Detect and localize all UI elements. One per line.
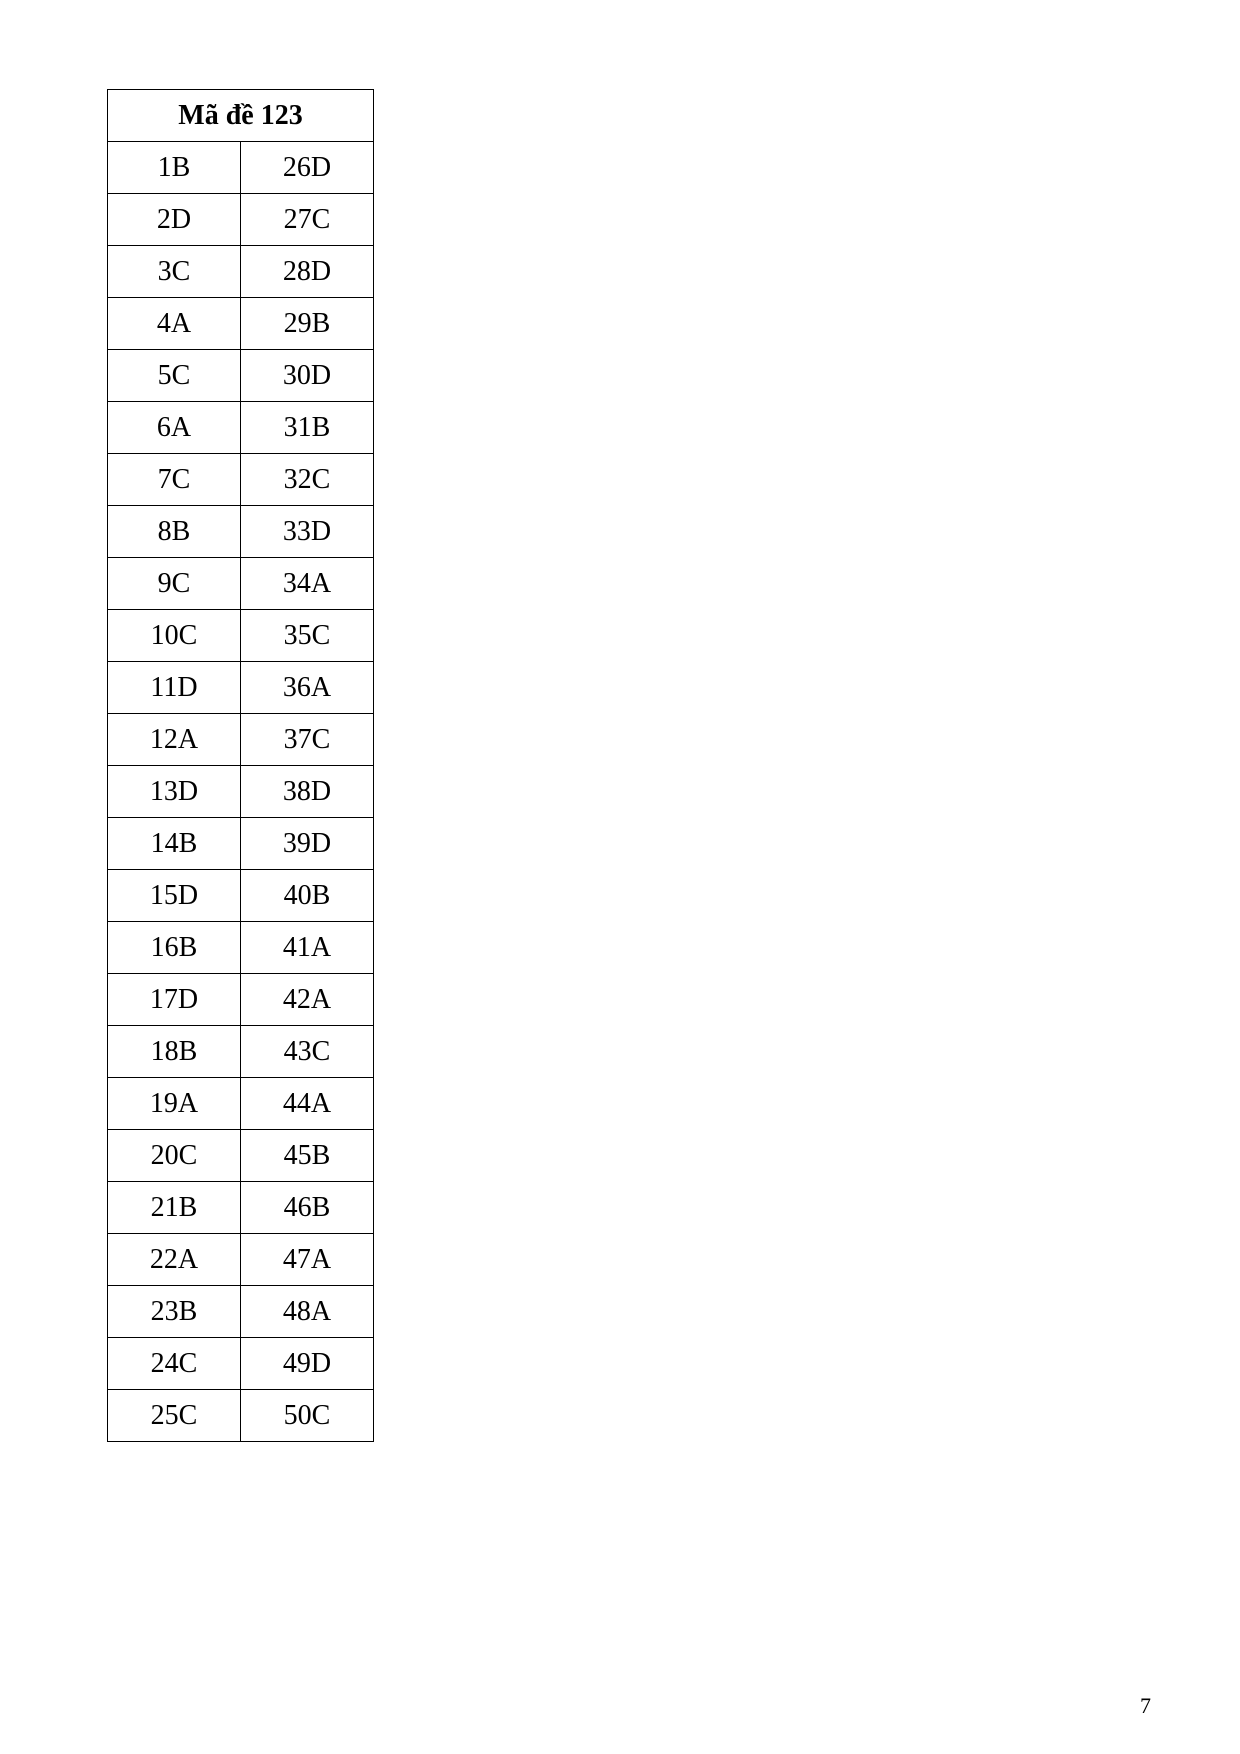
answer-cell-right: 30D xyxy=(241,350,374,402)
answer-cell-right: 28D xyxy=(241,246,374,298)
answer-cell-right: 46B xyxy=(241,1182,374,1234)
table-row xyxy=(108,870,374,922)
table-row xyxy=(108,1338,374,1390)
answer-cell-left: 17D xyxy=(108,974,241,1026)
table-row xyxy=(108,662,374,714)
answer-cell-right: 36A xyxy=(241,662,374,714)
answer-cell-left: 22A xyxy=(108,1234,241,1286)
table-row xyxy=(108,1182,374,1234)
answer-cell-right: 50C xyxy=(241,1390,374,1442)
answer-cell-right: 35C xyxy=(241,610,374,662)
answer-cell-right: 27C xyxy=(241,194,374,246)
exam-code-header: Mã đề 123 xyxy=(108,90,374,142)
answer-cell-right: 29B xyxy=(241,298,374,350)
answer-cell-left: 23B xyxy=(108,1286,241,1338)
table-row xyxy=(108,922,374,974)
table-row xyxy=(108,974,374,1026)
table-row xyxy=(108,1234,374,1286)
table-row xyxy=(108,766,374,818)
answer-cell-left: 12A xyxy=(108,714,241,766)
answer-cell-right: 31B xyxy=(241,402,374,454)
answer-cell-left: 24C xyxy=(108,1338,241,1390)
table-row xyxy=(108,1078,374,1130)
answer-cell-left: 8B xyxy=(108,506,241,558)
answer-cell-right: 34A xyxy=(241,558,374,610)
answer-cell-right: 43C xyxy=(241,1026,374,1078)
answer-cell-left: 20C xyxy=(108,1130,241,1182)
answer-cell-left: 9C xyxy=(108,558,241,610)
answer-cell-left: 6A xyxy=(108,402,241,454)
answer-cell-left: 21B xyxy=(108,1182,241,1234)
table-row xyxy=(108,142,374,194)
answer-cell-left: 16B xyxy=(108,922,241,974)
answer-cell-right: 32C xyxy=(241,454,374,506)
table-row xyxy=(108,610,374,662)
table-row xyxy=(108,818,374,870)
answer-cell-left: 25C xyxy=(108,1390,241,1442)
answer-cell-right: 26D xyxy=(241,142,374,194)
answer-cell-right: 37C xyxy=(241,714,374,766)
answer-key-table xyxy=(107,89,374,1442)
answer-cell-left: 15D xyxy=(108,870,241,922)
answer-cell-right: 44A xyxy=(241,1078,374,1130)
table-row xyxy=(108,350,374,402)
table-row xyxy=(108,714,374,766)
answer-cell-left: 19A xyxy=(108,1078,241,1130)
answer-cell-right: 48A xyxy=(241,1286,374,1338)
table-row xyxy=(108,1026,374,1078)
answer-cell-left: 1B xyxy=(108,142,241,194)
answer-cell-left: 5C xyxy=(108,350,241,402)
answer-cell-left: 4A xyxy=(108,298,241,350)
table-row xyxy=(108,402,374,454)
answer-cell-right: 40B xyxy=(241,870,374,922)
answer-cell-left: 7C xyxy=(108,454,241,506)
answer-rows xyxy=(108,142,374,1442)
answer-cell-right: 45B xyxy=(241,1130,374,1182)
table-row xyxy=(108,558,374,610)
table-row xyxy=(108,1286,374,1338)
answer-cell-right: 42A xyxy=(241,974,374,1026)
answer-cell-right: 47A xyxy=(241,1234,374,1286)
answer-cell-right: 38D xyxy=(241,766,374,818)
answer-cell-right: 33D xyxy=(241,506,374,558)
table-row xyxy=(108,454,374,506)
table-row xyxy=(108,246,374,298)
answer-cell-left: 10C xyxy=(108,610,241,662)
answer-cell-right: 39D xyxy=(241,818,374,870)
table-row xyxy=(108,194,374,246)
answer-cell-left: 11D xyxy=(108,662,241,714)
answer-cell-right: 49D xyxy=(241,1338,374,1390)
answer-cell-left: 2D xyxy=(108,194,241,246)
table-row xyxy=(108,1130,374,1182)
answer-cell-left: 14B xyxy=(108,818,241,870)
table-row xyxy=(108,298,374,350)
table-header-row xyxy=(108,90,374,142)
page-number: 7 xyxy=(1140,1693,1151,1718)
answer-cell-left: 3C xyxy=(108,246,241,298)
answer-cell-left: 18B xyxy=(108,1026,241,1078)
table-row xyxy=(108,1390,374,1442)
answer-cell-left: 13D xyxy=(108,766,241,818)
answer-cell-right: 41A xyxy=(241,922,374,974)
table-row xyxy=(108,506,374,558)
